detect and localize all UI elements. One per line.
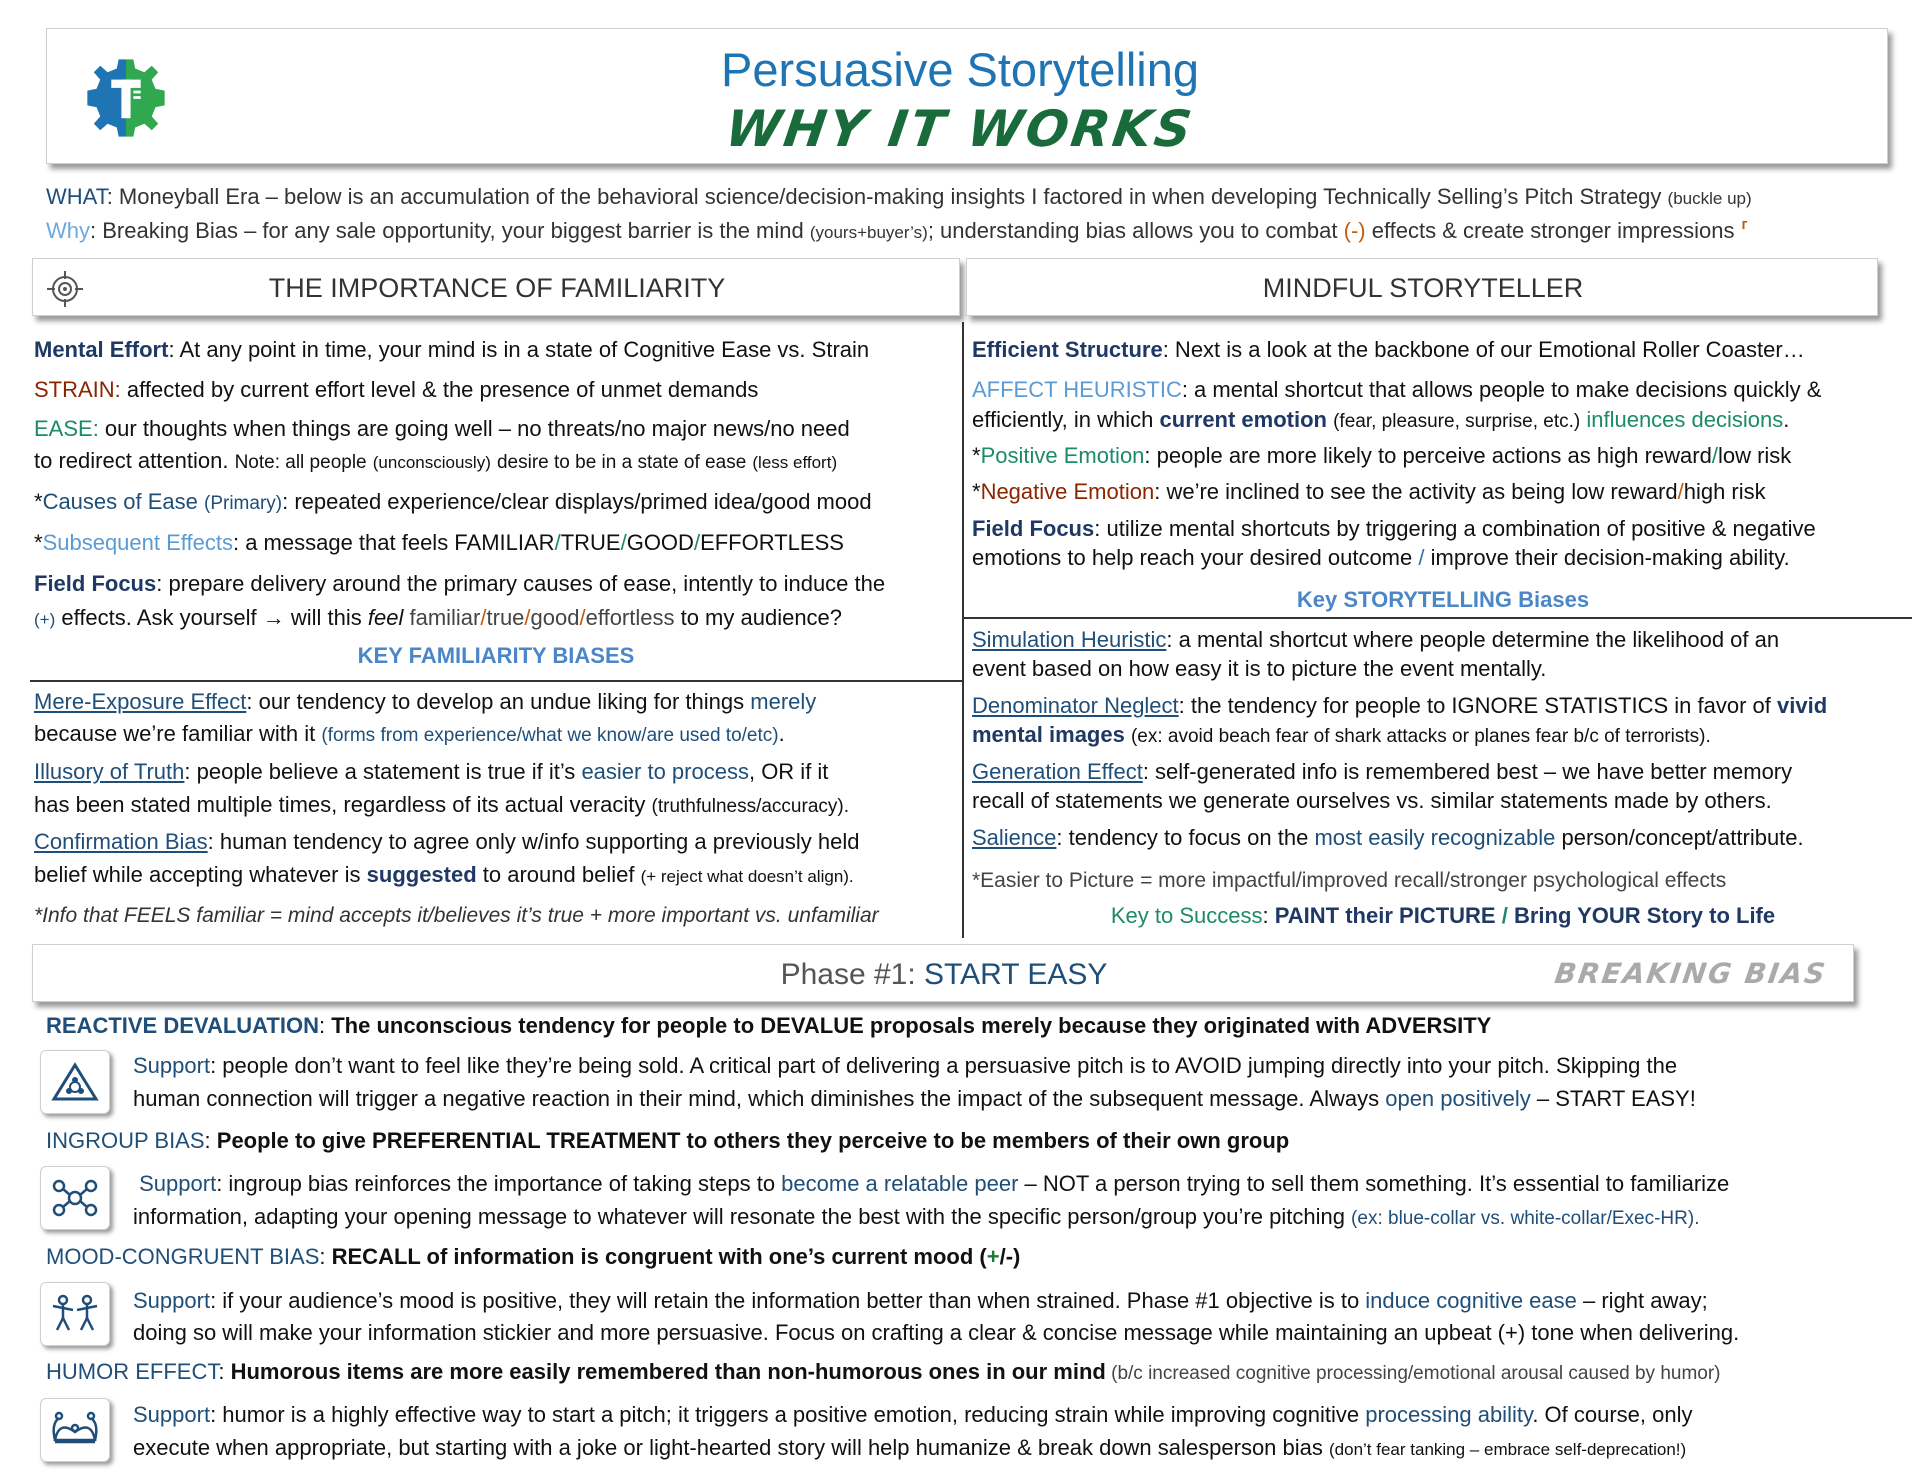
page-subtitle: WHY IT WORKS [722, 100, 1198, 158]
right-key-divider [964, 617, 1912, 619]
biohazard-warning-icon [40, 1050, 110, 1114]
breaking-bias-stamp: BREAKING BIAS [1553, 957, 1830, 990]
confirmation-bias-2: belief while accepting whatever is suggested to around belief (+ reject what doesn’t align). [34, 862, 854, 887]
field-focus-2: (+) effects. Ask yourself → will this feel familiar/true/good/effortless to my audience? [34, 605, 843, 630]
field-focus: Field Focus: prepare delivery around the primary causes of ease, intently to induce the [34, 571, 886, 596]
page-title: Persuasive Storytelling [720, 43, 1200, 96]
affect-heuristic-2: efficiently, in which current emotion (fear, pleasure, surprise, etc.) influences decisions. [972, 407, 1790, 432]
reactive-devaluation-heading: REACTIVE DEVALUATION: The unconscious tendency for people to DEVALUE proposals merely because they originated with ADVERSITY [46, 1013, 1492, 1038]
mere-exposure: Mere-Exposure Effect: our tendency to develop an undue liking for things merely [34, 689, 817, 714]
humor-support-2: execute when appropriate, but starting with a joke or light-hearted story will help humanize & break down salesperson bias (don’t fear tanking – embrace self-deprecation!) [133, 1435, 1687, 1460]
ingroup-bias-heading: INGROUP BIAS: People to give PREFERENTIAL TREATMENT to others they perceive to be members of their own group [46, 1128, 1290, 1153]
illusory-truth: Illusory of Truth: people believe a statement is true if it’s easier to process, OR if it [34, 759, 829, 784]
ingroup-support-1: Support: ingroup bias reinforces the importance of taking steps to become a relatable peer – NOT a person trying to sell them something. It’s essential to familiarize [139, 1171, 1730, 1196]
ingroup-support-2: information, adapting your opening message to whatever will resonate the best with the specific person/group you’re pitching (ex: blue-collar vs. white-collar/Exec-HR). [133, 1204, 1700, 1229]
humor-support-1: Support: humor is a highly effective way to start a pitch; it triggers a positive emotion, reducing strain while improving cognitive processing ability. Of course, only [133, 1402, 1693, 1427]
generation-effect: Generation Effect: self-generated info is remembered best – we have better memory [972, 759, 1793, 784]
familiarity-footnote: *Info that FEELS familiar = mind accepts it/believes it’s true + more important vs. unfamiliar [34, 904, 879, 927]
mental-effort: Mental Effort: At any point in time, your mind is in a state of Cognitive Ease vs. Strain [34, 337, 870, 362]
humor-effect-heading: HUMOR EFFECT: Humorous items are more easily remembered than non-humorous ones in our mind (b/c increased cognitive processing/emotional arousal caused by humor) [46, 1359, 1721, 1384]
storyteller-header [966, 258, 1878, 316]
field-focus-right-2: emotions to help reach your desired outcome / improve their decision-making ability. [972, 545, 1790, 570]
storyteller-title: MINDFUL STORYTELLER [1262, 273, 1584, 303]
salience: Salience: tendency to focus on the most easily recognizable person/concept/attribute. [972, 825, 1804, 850]
causes-of-ease: *Causes of Ease (Primary): repeated experience/clear displays/primed idea/good mood [34, 489, 872, 514]
illusory-truth-2: has been stated multiple times, regardless of its actual veracity (truthfulness/accuracy). [34, 792, 849, 817]
field-focus-right: Field Focus: utilize mental shortcuts by triggering a combination of positive & negative [972, 516, 1816, 541]
familiarity-header [32, 258, 960, 316]
network-group-icon [40, 1166, 110, 1230]
efficient-structure: Efficient Structure: Next is a look at the backbone of our Emotional Roller Coaster… [972, 337, 1805, 362]
left-key-divider [30, 680, 962, 682]
key-storytelling-title: Key STORYTELLING Biases [1296, 587, 1590, 612]
mood-support-2: doing so will make your information stickier and more persuasive. Focus on crafting a clear & concise message while maintaining an upbeat (+) tone when delivering. [133, 1320, 1740, 1345]
generation-effect-2: recall of statements we generate ourselves vs. similar statements made by others. [972, 788, 1772, 813]
intro-what: WHAT: Moneyball Era – below is an accumulation of the behavioral science/decision-making insights I factored in when developing Technically Selling’s Pitch Strategy (buckle up) [46, 184, 1752, 209]
simulation-heuristic-2: event based on how easy it is to picture the event mentally. [972, 656, 1547, 681]
jester-hat-icon [40, 1398, 110, 1462]
mere-exposure-2: because we’re familiar with it (forms from experience/what we know/are used to/etc). [34, 721, 785, 746]
reactive-support-1: Support: people don’t want to feel like they’re being sold. A critical part of delivering a persuasive pitch is to AVOID jumping directly into your pitch. Skipping the [133, 1053, 1678, 1078]
key-familiarity-title: KEY FAMILIARITY BIASES [357, 643, 635, 668]
column-divider [962, 322, 964, 938]
strain: STRAIN: affected by current effort level & the presence of unmet demands [34, 377, 759, 402]
mood-support-1: Support: if your audience’s mood is positive, they will retain the information better than when strained. Phase #1 objective is to induce cognitive ease – right away; [133, 1288, 1708, 1313]
denominator-neglect-2: mental images (ex: avoid beach fear of shark attacks or planes fear b/c of terrorists). [972, 722, 1711, 747]
denominator-neglect: Denominator Neglect: the tendency for people to IGNORE STATISTICS in favor of vivid [972, 693, 1828, 718]
key-to-success: Key to Success: PAINT their PICTURE / Bring YOUR Story to Life [1110, 903, 1776, 928]
phase-header [32, 944, 1854, 1002]
intro-why: Why: Breaking Bias – for any sale opportunity, your biggest barrier is the mind (yours+buyer’s); understanding bias allows you to combat (-) effects & create stronger impressions ⸢ [46, 218, 1750, 243]
confirmation-bias: Confirmation Bias: human tendency to agree only w/info supporting a previously held [34, 829, 860, 854]
familiarity-title: THE IMPORTANCE OF FAMILIARITY [268, 273, 726, 303]
positive-emotion: *Positive Emotion: people are more likely to perceive actions as high reward/low risk [972, 443, 1792, 468]
affect-heuristic: AFFECT HEURISTIC: a mental shortcut that allows people to make decisions quickly & [972, 377, 1822, 402]
ease: EASE: our thoughts when things are going well – no threats/no major news/no need [34, 416, 850, 441]
negative-emotion: *Negative Emotion: we’re inclined to see the activity as being low reward/high risk [972, 479, 1766, 504]
storyteller-footnote: *Easier to Picture = more impactful/improved recall/stronger psychological effects [972, 869, 1727, 892]
people-dancing-icon [40, 1282, 110, 1346]
reactive-support-2: human connection will trigger a negative reaction in their mind, which diminishes the impact of the subsequent message. Always open positively – START EASY! [133, 1086, 1696, 1111]
simulation-heuristic: Simulation Heuristic: a mental shortcut where people determine the likelihood of an [972, 627, 1780, 652]
ease-note: to redirect attention. Note: all people (unconsciously) desire to be in a state of ease (less effort) [34, 448, 838, 473]
phase-title: Phase #1: START EASY [780, 958, 1108, 991]
subsequent-effects: *Subsequent Effects: a message that feels FAMILIAR/TRUE/GOOD/EFFORTLESS [34, 530, 844, 555]
mood-congruent-heading: MOOD-CONGRUENT BIAS: RECALL of information is congruent with one’s current mood (+/-) [46, 1244, 1021, 1269]
